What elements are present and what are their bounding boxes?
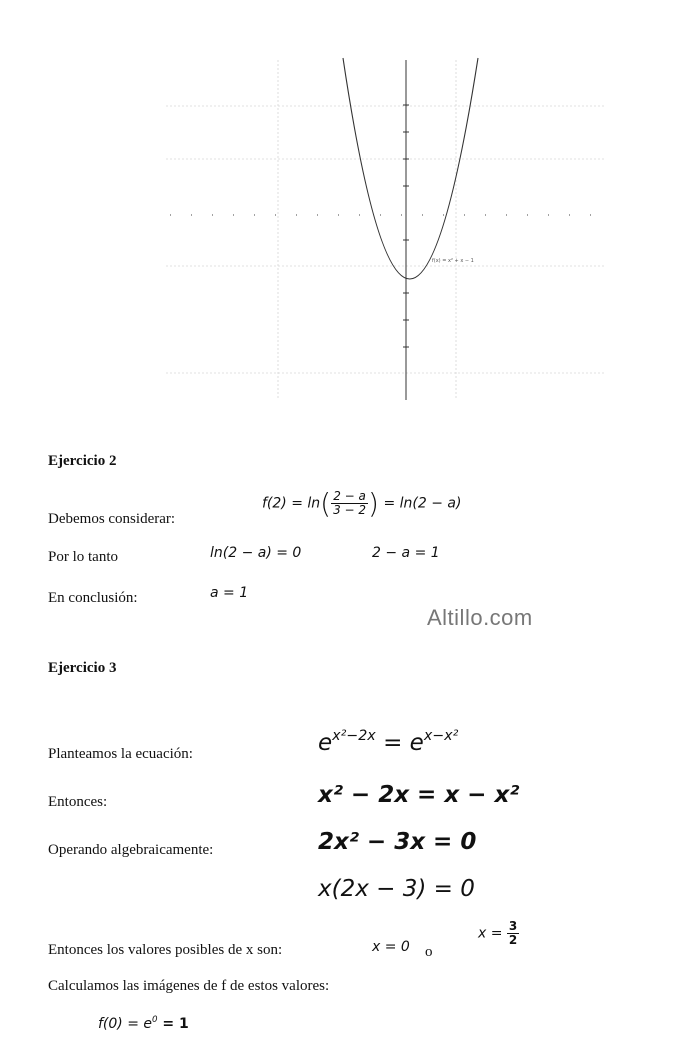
debemos-considerar-label: Debemos considerar: xyxy=(48,511,176,527)
equation-ln-zero: ln(2 − a) = 0 xyxy=(210,545,302,561)
equation-a-equals-1: a = 1 xyxy=(210,585,249,601)
operando-label: Operando algebraicamente: xyxy=(48,842,214,858)
or-word: o xyxy=(425,944,433,960)
function-graph xyxy=(160,55,610,405)
solution-x-three-halves: x = $\frac{3}{2}$ xyxy=(478,919,518,947)
curve-label: f(x) = x² + x − 1 xyxy=(432,258,474,264)
calculamos-label: Calculamos las imágenes de f de estos valores: xyxy=(48,978,330,994)
ejercicio-2-title: Ejercicio 2 xyxy=(48,453,117,469)
equation-operando: 2x² − 3x = 0 xyxy=(318,829,477,855)
solution-x-zero: x = 0 xyxy=(372,939,410,955)
ejercicio-3-title: Ejercicio 3 xyxy=(48,660,117,676)
equation-entonces: x² − 2x = x − x² xyxy=(318,782,520,808)
equation-factorized: x(2x − 3) = 0 xyxy=(318,876,475,902)
valores-posibles-label: Entonces los valores posibles de x son: xyxy=(48,942,283,958)
parabola-curve xyxy=(343,58,478,279)
entonces-label: Entonces: xyxy=(48,794,108,810)
grid-lines xyxy=(166,60,605,400)
altillo-watermark: Altillo.com xyxy=(427,605,533,630)
equation-exponential: $e^{x^2-2x} = e^{x-x^2}$ xyxy=(318,728,459,756)
equation-two-minus-a: 2 − a = 1 xyxy=(372,545,440,561)
planteamos-label: Planteamos la ecuación: xyxy=(48,746,193,762)
equation-f2: f(2) = ln( $\frac{2 - a}{3 - 2}$ ) = ln(2 − a) xyxy=(262,487,462,520)
equation-f0: $f(0) = e^0 = 1$ xyxy=(98,1015,189,1033)
por-lo-tanto-label: Por lo tanto xyxy=(48,549,118,565)
en-conclusion-label: En conclusión: xyxy=(48,590,138,606)
